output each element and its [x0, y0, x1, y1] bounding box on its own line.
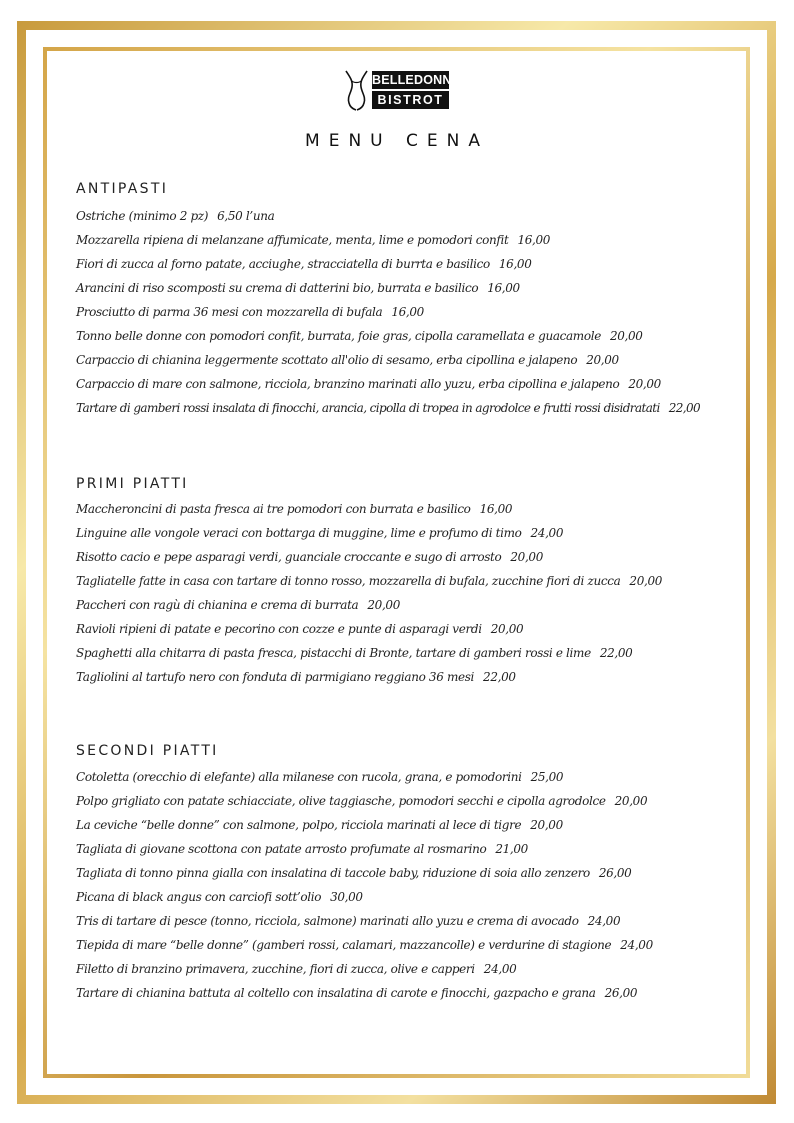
item-price: 30,00 [330, 890, 363, 904]
item-price: 6,50 l’una [217, 209, 275, 223]
secondi-list [76, 765, 653, 1005]
item-price: 20,00 [629, 574, 663, 588]
section-title-antipasti: ANTIPASTI [76, 181, 169, 197]
menu-item [76, 885, 653, 909]
item-price: 16,00 [479, 502, 513, 516]
item-name: Filetto di branzino primavera, zucchine, fiori di zucca, olive e capperi [76, 962, 475, 976]
menu-item [76, 981, 653, 1005]
menu-item [76, 276, 700, 300]
menu-item [76, 372, 700, 396]
item-name: Prosciutto di parma 36 mesi con mozzarella di bufala [76, 305, 383, 319]
item-name: Cotoletta (orecchio di elefante) alla milanese con rucola, grana, e pomodorini [76, 770, 522, 784]
item-price: 24,00 [587, 914, 621, 928]
item-price: 20,00 [530, 818, 563, 832]
item-price: 21,00 [495, 842, 528, 856]
item-price: 16,00 [391, 305, 424, 319]
item-price: 22,00 [668, 401, 701, 415]
item-price: 24,00 [483, 962, 517, 976]
item-price: 24,00 [620, 938, 653, 952]
menu-item [76, 957, 653, 981]
restaurant-logo [343, 69, 461, 111]
menu-title: MENU CENA [305, 131, 489, 151]
item-name: Tartare di gamberi rossi insalata di finocchi, arancia, cipolla di tropea in agrodolce e frutti rossi disidratati [76, 401, 660, 415]
item-name: Tartare di chianina battuta al coltello con insalatina di carote e finocchi, gazpacho e grana [76, 986, 596, 1000]
item-price: 20,00 [614, 794, 648, 808]
item-price: 20,00 [628, 377, 661, 391]
item-price: 26,00 [604, 986, 638, 1000]
item-price: 20,00 [367, 598, 400, 612]
silhouette-logo-icon [343, 69, 371, 111]
item-name: Tagliata di giovane scottona con patate arrosto profumate al rosmarino [76, 842, 487, 856]
menu-item [76, 521, 662, 545]
item-name: Tonno belle donne con pomodori confit, burrata, foie gras, cipolla caramellata e guacamole [76, 329, 601, 343]
item-price: 22,00 [483, 670, 516, 684]
logo-text-line2: BISTROT [372, 91, 449, 109]
menu-item [76, 933, 653, 957]
item-price: 24,00 [530, 526, 564, 540]
item-name: Maccheroncini di pasta fresca ai tre pomodori con burrata e basilico [76, 502, 471, 516]
item-price: 20,00 [510, 550, 543, 564]
item-name: Paccheri con ragù di chianina e crema di burrata [76, 598, 359, 612]
logo-text-line1: BELLEDONNE [372, 73, 461, 87]
item-name: Tagliata di tonno pinna gialla con insalatina di taccole baby, riduzione di soia allo zenzero [76, 866, 590, 880]
menu-item [76, 641, 662, 665]
primi-list [76, 497, 662, 689]
item-name: Spaghetti alla chitarra di pasta fresca, pistacchi di Bronte, tartare di gamberi rossi e lime [76, 646, 591, 660]
menu-item [76, 593, 662, 617]
menu-item [76, 396, 700, 420]
menu-item [76, 665, 662, 689]
item-name: Risotto cacio e pepe asparagi verdi, guanciale croccante e sugo di arrosto [76, 550, 502, 564]
item-price: 20,00 [586, 353, 619, 367]
item-name: Carpaccio di chianina leggermente scottato all'olio di sesamo, erba cipollina e jalapeno [76, 353, 578, 367]
item-name: Carpaccio di mare con salmone, ricciola, branzino marinati allo yuzu, erba cipollina e jalapeno [76, 377, 620, 391]
menu-item [76, 861, 653, 885]
item-name: Picana di black angus con carciofi sott’olio [76, 890, 322, 904]
menu-item [76, 497, 662, 521]
item-price: 20,00 [490, 622, 524, 636]
item-name: Tagliatelle fatte in casa con tartare di tonno rosso, mozzarella di bufala, zucchine fiori di zucca [76, 574, 621, 588]
item-name: Mozzarella ripiena di melanzane affumicate, menta, lime e pomodori confit [76, 233, 509, 247]
menu-item [76, 545, 662, 569]
item-price: 16,00 [517, 233, 551, 247]
item-price: 20,00 [609, 329, 643, 343]
item-name: Tiepida di mare “belle donne” (gamberi rossi, calamari, mazzancolle) e verdurine di stagione [76, 938, 612, 952]
antipasti-list [76, 204, 700, 420]
item-name: Fiori di zucca al forno patate, acciughe, stracciatella di burrta e basilico [76, 257, 490, 271]
menu-item [76, 324, 700, 348]
item-name: La ceviche “belle donne” con salmone, polpo, ricciola marinati al lece di tigre [76, 818, 522, 832]
menu-item [76, 789, 653, 813]
menu-item [76, 228, 700, 252]
section-title-secondi: SECONDI PIATTI [76, 743, 219, 759]
item-name: Polpo grigliato con patate schiacciate, olive taggiasche, pomodori secchi e cipolla agrodolce [76, 794, 606, 808]
item-name: Tagliolini al tartufo nero con fonduta di parmigiano reggiano 36 mesi [76, 670, 475, 684]
menu-item [76, 813, 653, 837]
menu-item [76, 300, 700, 324]
item-price: 22,00 [599, 646, 633, 660]
item-name: Tris di tartare di pesce (tonno, ricciola, salmone) marinati allo yuzu e crema di avocado [76, 914, 579, 928]
menu-item [76, 348, 700, 372]
item-name: Ravioli ripieni di patate e pecorino con cozze e punte di asparagi verdi [76, 622, 482, 636]
item-price: 16,00 [498, 257, 532, 271]
menu-item [76, 204, 700, 228]
section-title-primi: PRIMI PIATTI [76, 476, 189, 492]
item-name: Ostriche (minimo 2 pz) [76, 209, 209, 223]
menu-item [76, 765, 653, 789]
menu-item [76, 837, 653, 861]
item-price: 25,00 [530, 770, 564, 784]
menu-item [76, 252, 700, 276]
menu-item [76, 569, 662, 593]
item-price: 26,00 [598, 866, 632, 880]
item-name: Linguine alle vongole veraci con bottarga di muggine, lime e profumo di timo [76, 526, 522, 540]
menu-item [76, 909, 653, 933]
item-name: Arancini di riso scomposti su crema di datterini bio, burrata e basilico [76, 281, 479, 295]
menu-item [76, 617, 662, 641]
item-price: 16,00 [487, 281, 520, 295]
